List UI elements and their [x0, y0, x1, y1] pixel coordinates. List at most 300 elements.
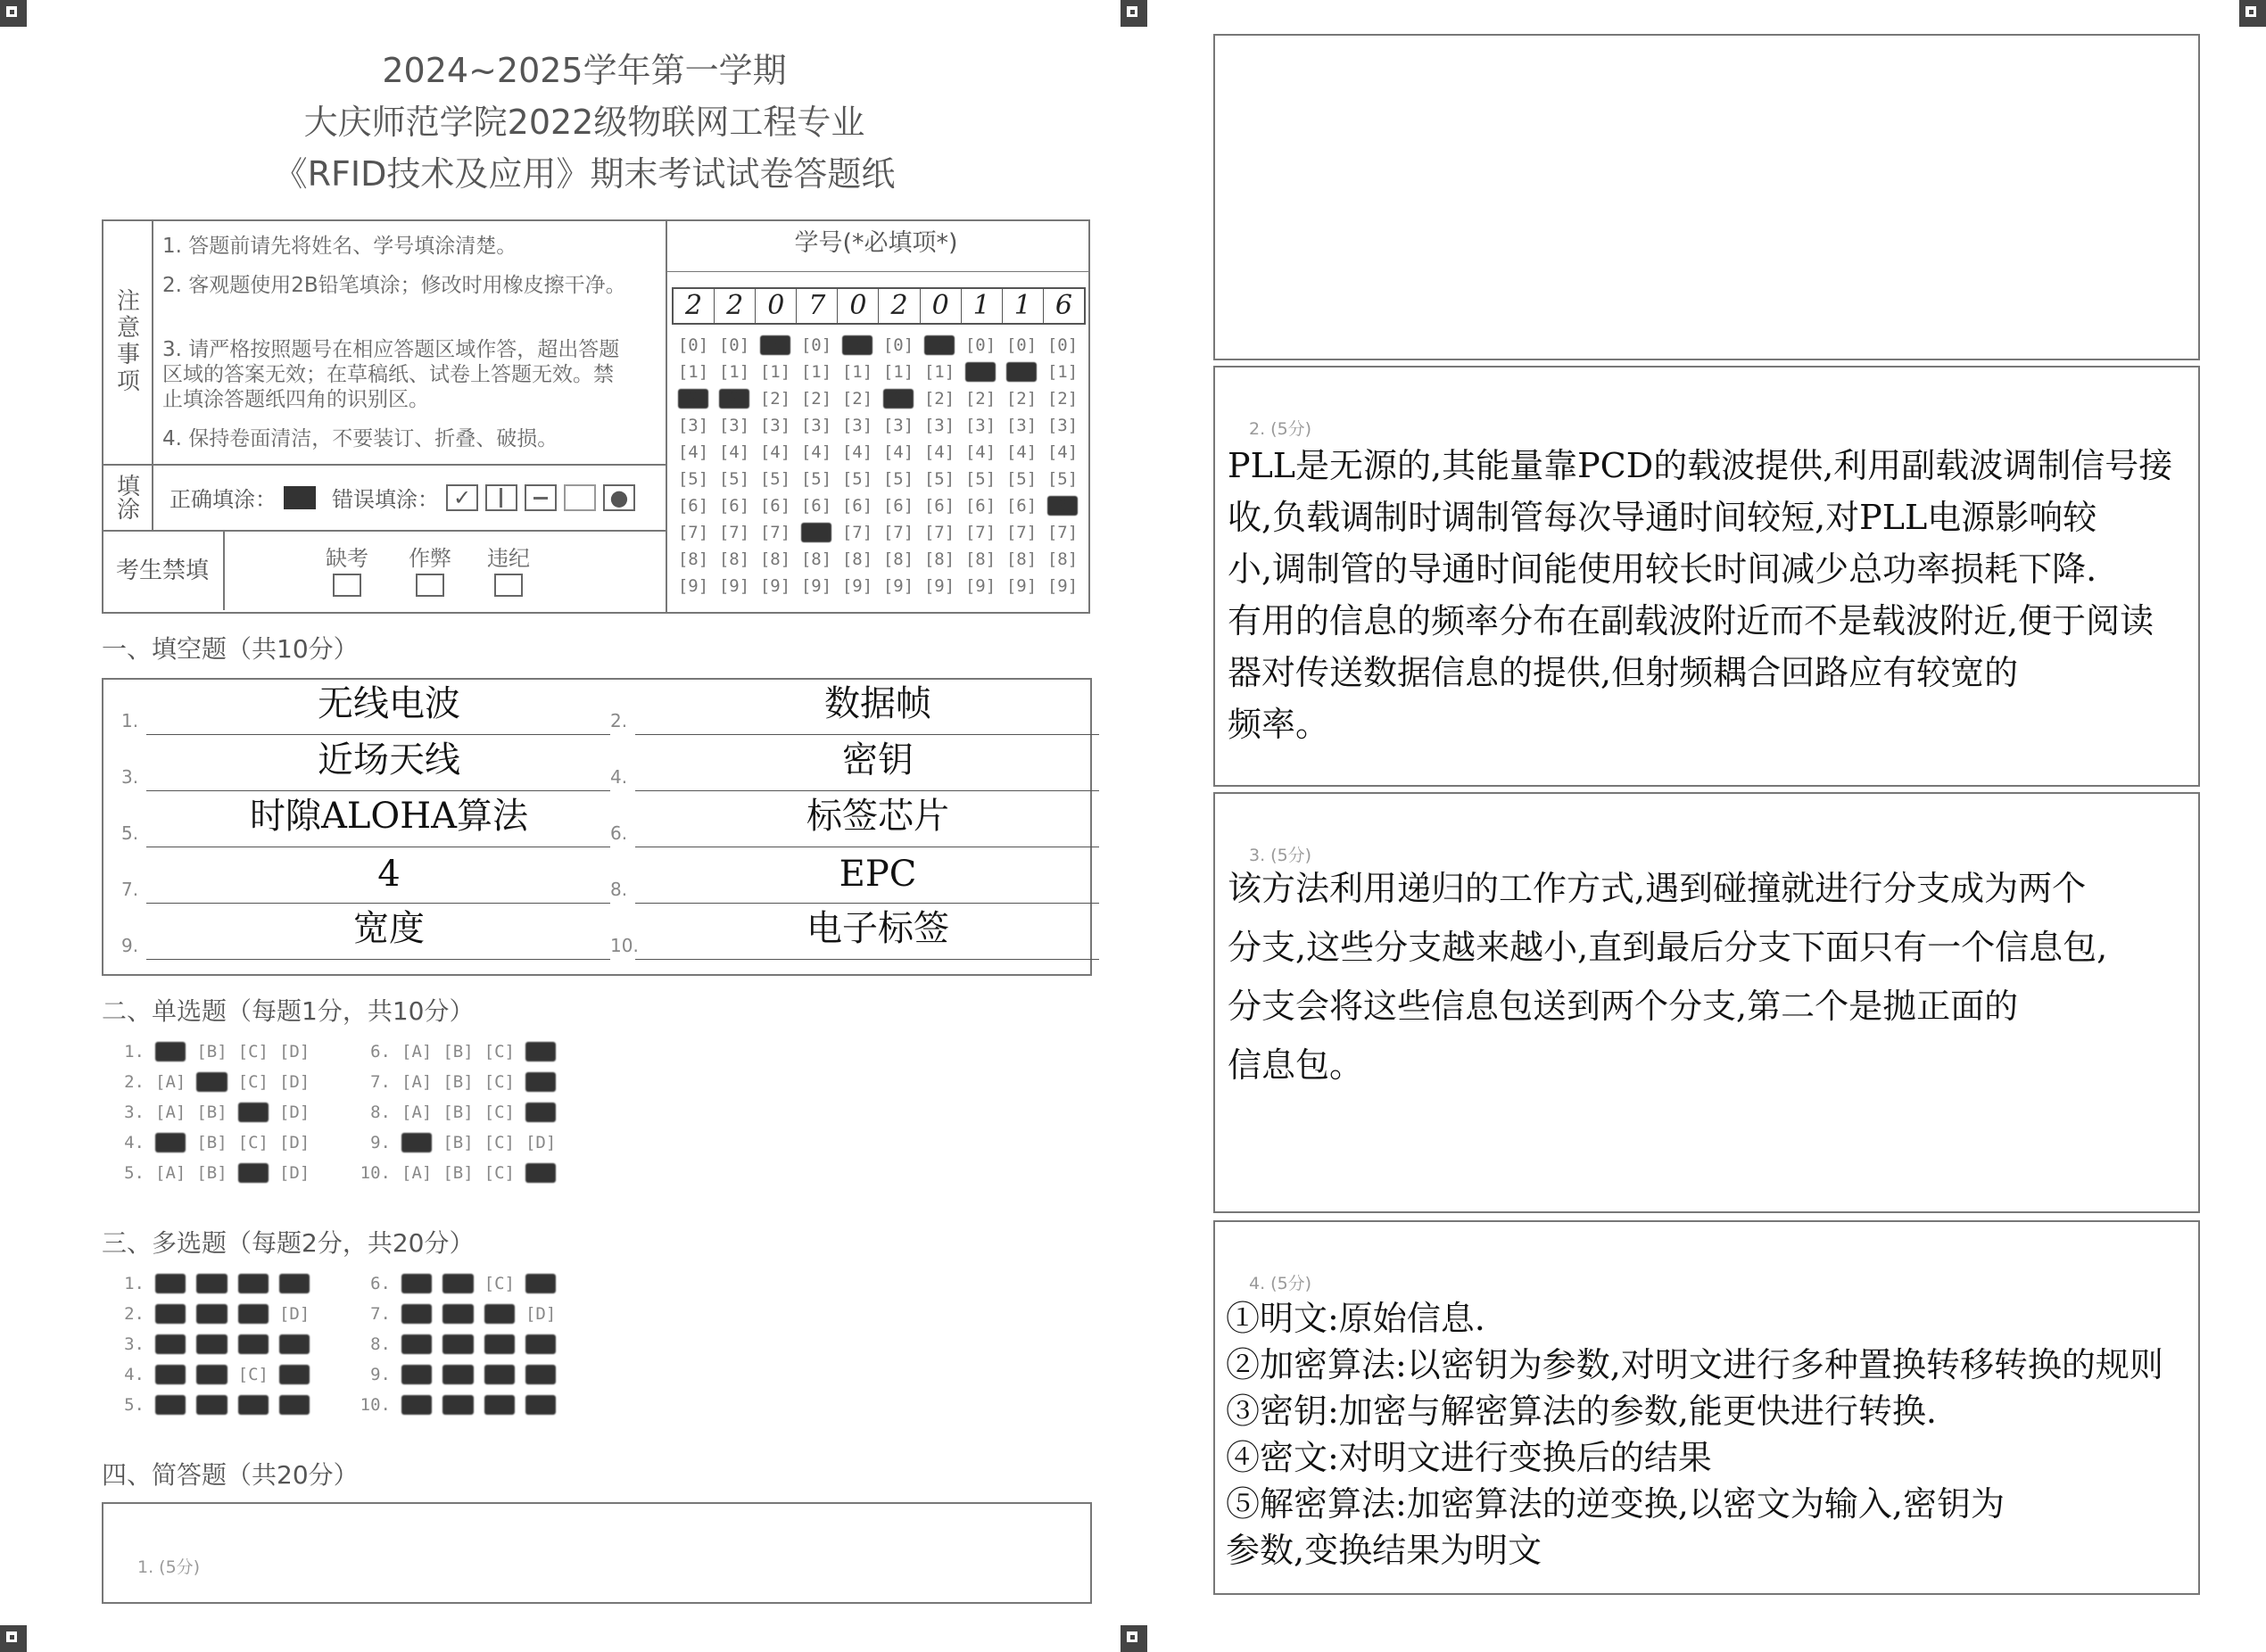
id-bubble[interactable]: [7] — [800, 523, 832, 542]
choice-option-d[interactable]: [D] — [525, 1334, 557, 1354]
fill-in-item — [121, 854, 621, 904]
single-choice-question[interactable] — [359, 1103, 566, 1122]
id-bubble[interactable]: [3] — [759, 416, 791, 435]
choice-option-a[interactable]: [A] — [155, 1334, 186, 1354]
single-choice-question[interactable] — [359, 1042, 566, 1061]
id-bubble[interactable]: [3] — [841, 416, 873, 435]
bubble-row — [673, 359, 1083, 385]
id-bubble[interactable]: [4] — [923, 442, 955, 462]
short-answer-1-label: 1. (5分) — [137, 1557, 201, 1577]
multi-choice-question[interactable] — [359, 1334, 566, 1354]
id-bubble[interactable]: [5] — [718, 469, 750, 489]
choice-option-d[interactable]: [D] — [278, 1133, 310, 1152]
short-answer-4-line: ⑤解密算法:加密算法的逆变换,以密文为输入,密钥为 — [1226, 1484, 2005, 1524]
notice-item-3: 3. 请严格按照题号在相应答题区域作答，超出答题区域的答案无效；在草稿纸、试卷上答题无效。禁止填涂答题纸四角的识别区。 — [162, 338, 620, 411]
choice-option-b[interactable]: [B] — [196, 1163, 227, 1183]
id-bubble[interactable]: [5] — [964, 469, 997, 489]
id-bubble[interactable]: [7] — [841, 523, 873, 542]
short-answer-4-line: ④密文:对明文进行变换后的结果 — [1226, 1438, 1712, 1477]
choice-option-a[interactable]: [A] — [155, 1395, 186, 1415]
fill-in-number: 4. — [610, 766, 628, 788]
choice-option-a[interactable]: [A] — [155, 1304, 186, 1324]
id-bubble[interactable]: [0] — [841, 335, 873, 355]
choice-number: 5. — [124, 1395, 145, 1415]
id-bubble[interactable]: [9] — [677, 576, 709, 596]
id-bubble[interactable]: [2] — [964, 389, 997, 409]
choice-option-b[interactable]: [B] — [442, 1072, 474, 1092]
fill-in-item — [121, 741, 621, 791]
fill-in-item — [121, 910, 621, 960]
short-answer-4-line: ②加密算法:以密钥为参数,对明文进行多种置换转移转换的规则 — [1226, 1345, 2163, 1384]
choice-option-c[interactable]: [C] — [484, 1304, 515, 1324]
fill-in-item — [610, 910, 1110, 960]
fill-in-number: 9. — [121, 935, 139, 956]
id-bubble[interactable]: [4] — [718, 442, 750, 462]
single-choice-question[interactable] — [359, 1163, 566, 1183]
choice-option-a[interactable]: [A] — [401, 1395, 433, 1415]
fill-in-item — [121, 685, 621, 735]
id-bubble[interactable]: [3] — [1005, 416, 1038, 435]
choice-option-b[interactable]: [B] — [442, 1395, 474, 1415]
wrong-fill-check: ✓ — [446, 484, 478, 511]
short-answer-4-line: 参数,变换结果为明文 — [1226, 1531, 1542, 1570]
choice-option-b[interactable]: [B] — [442, 1042, 474, 1061]
violation-option[interactable] — [487, 541, 530, 597]
choice-option-d[interactable]: [D] — [278, 1042, 310, 1061]
choice-option-b[interactable]: [B] — [196, 1072, 227, 1092]
single-choice-question[interactable] — [112, 1103, 320, 1122]
id-bubble[interactable]: [6] — [841, 496, 873, 516]
id-bubble[interactable]: [2] — [718, 389, 750, 409]
id-bubble[interactable]: [5] — [759, 469, 791, 489]
choice-option-c[interactable]: [C] — [237, 1133, 269, 1152]
choice-option-b[interactable]: [B] — [196, 1274, 227, 1293]
choice-option-b[interactable]: [B] — [196, 1304, 227, 1324]
id-digit: 2 — [674, 289, 715, 323]
id-bubble[interactable]: [9] — [964, 576, 997, 596]
short-answer-2-line: 小,调制管的导通时间能使用较长时间减少总功率损耗下降. — [1228, 549, 2097, 589]
single-choice-question[interactable] — [112, 1163, 320, 1183]
id-bubble[interactable]: [8] — [841, 549, 873, 569]
choice-option-c[interactable]: [C] — [237, 1365, 269, 1384]
choice-option-d[interactable]: [D] — [525, 1103, 557, 1122]
id-bubble[interactable]: [6] — [1005, 496, 1038, 516]
id-digit: 2 — [879, 289, 920, 323]
id-bubble[interactable]: [2] — [1005, 389, 1038, 409]
fill-in-number: 5. — [121, 822, 139, 844]
id-bubble[interactable]: [1] — [718, 362, 750, 382]
fill-in-answer: 数据帧 — [824, 683, 931, 724]
choice-option-c[interactable]: [C] — [484, 1072, 515, 1092]
fill-in-item — [610, 797, 1110, 847]
id-bubble[interactable]: [5] — [882, 469, 914, 489]
fill-in-answer: 4 — [377, 854, 401, 895]
id-bubble[interactable]: [2] — [677, 389, 709, 409]
id-digit: 7 — [797, 289, 838, 323]
choice-option-c[interactable]: [C] — [484, 1365, 515, 1384]
id-bubble[interactable]: [7] — [964, 523, 997, 542]
id-bubble[interactable]: [3] — [1046, 416, 1079, 435]
multi-choice-question[interactable] — [359, 1365, 566, 1384]
id-bubble[interactable]: [8] — [759, 549, 791, 569]
exam-course-title: 《RFID技术及应用》期末考试试卷答题纸 — [273, 154, 896, 194]
choice-option-c[interactable]: [C] — [484, 1042, 515, 1061]
id-bubble[interactable]: [6] — [677, 496, 709, 516]
wrong-fill-empty — [564, 484, 596, 511]
choice-option-a[interactable]: [A] — [155, 1163, 186, 1183]
choice-option-c[interactable]: [C] — [484, 1395, 515, 1415]
choice-number: 6. — [370, 1042, 391, 1061]
choice-option-c[interactable]: [C] — [237, 1103, 269, 1122]
choice-option-d[interactable]: [D] — [278, 1334, 310, 1354]
bubble-row — [673, 412, 1083, 439]
section-multi-title: 三、多选题（每题2分，共20分） — [102, 1228, 475, 1258]
choice-option-c[interactable]: [C] — [237, 1072, 269, 1092]
corner-mark-bottom-left — [0, 1625, 27, 1652]
choice-option-c[interactable]: [C] — [237, 1274, 269, 1293]
fill-in-item — [610, 685, 1110, 735]
multi-choice-question[interactable] — [112, 1334, 320, 1354]
id-bubble[interactable]: [8] — [718, 549, 750, 569]
fill-in-answer: 电子标签 — [806, 908, 949, 949]
choice-option-d[interactable]: [D] — [278, 1304, 310, 1324]
id-bubble[interactable]: [7] — [1046, 523, 1079, 542]
id-bubble[interactable]: [5] — [677, 469, 709, 489]
fill-in-number: 1. — [121, 710, 139, 731]
choice-option-a[interactable]: [A] — [401, 1365, 433, 1384]
id-digit: 0 — [756, 289, 797, 323]
id-bubble[interactable]: [3] — [923, 416, 955, 435]
wrong-fill-label: 错误填涂： — [332, 487, 439, 512]
fill-in-number: 2. — [610, 710, 628, 731]
id-bubble[interactable]: [9] — [1005, 576, 1038, 596]
id-bubble[interactable]: [2] — [923, 389, 955, 409]
choice-option-a[interactable]: [A] — [155, 1072, 186, 1092]
id-bubble[interactable]: [3] — [882, 416, 914, 435]
fill-in-item — [121, 797, 621, 847]
id-bubble[interactable]: [6] — [759, 496, 791, 516]
choice-option-d[interactable]: [D] — [525, 1365, 557, 1384]
fill-in-item — [610, 854, 1110, 904]
short-answer-1-box — [102, 1502, 1092, 1604]
id-bubble[interactable]: [9] — [718, 576, 750, 596]
choice-option-b[interactable]: [B] — [196, 1042, 227, 1061]
choice-option-a[interactable]: [A] — [401, 1304, 433, 1324]
id-bubble[interactable]: [8] — [677, 549, 709, 569]
single-choice-question[interactable] — [112, 1133, 320, 1152]
id-bubble[interactable]: [7] — [882, 523, 914, 542]
choice-option-d[interactable]: [D] — [525, 1163, 557, 1183]
choice-option-c[interactable]: [C] — [237, 1395, 269, 1415]
choice-option-d[interactable]: [D] — [278, 1163, 310, 1183]
choice-option-a[interactable]: [A] — [155, 1133, 186, 1152]
id-bubble[interactable]: [5] — [1005, 469, 1038, 489]
id-bubble[interactable]: [9] — [882, 576, 914, 596]
choice-option-a[interactable]: [A] — [401, 1072, 433, 1092]
id-bubble[interactable]: [0] — [677, 335, 709, 355]
choice-option-d[interactable]: [D] — [525, 1133, 557, 1152]
id-bubble[interactable]: [8] — [1005, 549, 1038, 569]
id-bubble[interactable]: [5] — [1046, 469, 1079, 489]
id-bubble[interactable]: [7] — [718, 523, 750, 542]
fill-example-label: 填涂 — [102, 464, 153, 530]
id-bubble[interactable]: [3] — [964, 416, 997, 435]
id-bubble[interactable]: [7] — [759, 523, 791, 542]
id-bubble[interactable]: [6] — [882, 496, 914, 516]
id-bubble[interactable]: [6] — [923, 496, 955, 516]
id-bubble[interactable]: [7] — [923, 523, 955, 542]
id-bubble[interactable]: [4] — [677, 442, 709, 462]
absent-label: 缺考 — [326, 546, 368, 571]
id-bubble[interactable]: [9] — [1046, 576, 1079, 596]
short-answer-3-line: 分支,这些分支越来越小,直到最后分支下面只有一个信息包, — [1228, 928, 2108, 967]
choice-option-a[interactable]: [A] — [155, 1103, 186, 1122]
choice-number: 3. — [124, 1334, 145, 1354]
choice-option-c[interactable]: [C] — [484, 1334, 515, 1354]
choice-option-d[interactable]: [D] — [525, 1042, 557, 1061]
id-digit: 0 — [921, 289, 962, 323]
id-bubble[interactable]: [8] — [964, 549, 997, 569]
choice-option-d[interactable]: [D] — [525, 1395, 557, 1415]
cheat-option[interactable] — [409, 541, 451, 597]
id-bubble[interactable]: [5] — [923, 469, 955, 489]
short-answer-2-line: PLL是无源的,其能量靠PCD的载波提供,利用副载波调制信号接 — [1228, 446, 2173, 485]
id-bubble[interactable]: [1] — [1046, 362, 1079, 382]
id-bubble[interactable]: [1] — [964, 362, 997, 382]
id-bubble[interactable]: [4] — [882, 442, 914, 462]
id-bubble[interactable]: [5] — [800, 469, 832, 489]
id-bubble[interactable]: [0] — [759, 335, 791, 355]
exam-class-title: 大庆师范学院2022级物联网工程专业 — [303, 103, 865, 142]
id-bubble[interactable]: [9] — [759, 576, 791, 596]
choice-number: 1. — [124, 1274, 145, 1293]
id-bubble[interactable]: [2] — [841, 389, 873, 409]
choice-number: 7. — [370, 1304, 391, 1324]
bubble-row — [673, 466, 1083, 492]
id-digit: 1 — [1003, 289, 1044, 323]
choice-option-b[interactable]: [B] — [196, 1133, 227, 1152]
absent-checkbox[interactable] — [333, 574, 361, 597]
id-bubble[interactable]: [2] — [759, 389, 791, 409]
choice-option-c[interactable]: [C] — [484, 1163, 515, 1183]
id-bubble[interactable]: [0] — [1005, 335, 1038, 355]
id-bubble[interactable]: [0] — [923, 335, 955, 355]
choice-option-d[interactable]: [D] — [278, 1365, 310, 1384]
id-bubble[interactable]: [6] — [718, 496, 750, 516]
choice-option-b[interactable]: [B] — [196, 1103, 227, 1122]
short-answer-2-line: 有用的信息的频率分布在副载波附近而不是载波附近,便于阅读 — [1228, 601, 2154, 640]
id-bubble[interactable]: [9] — [841, 576, 873, 596]
id-bubble[interactable]: [2] — [800, 389, 832, 409]
id-bubble[interactable]: [1] — [677, 362, 709, 382]
id-bubble[interactable]: [0] — [718, 335, 750, 355]
id-bubble[interactable]: [3] — [800, 416, 832, 435]
single-choice-question[interactable] — [359, 1133, 566, 1152]
choice-option-c[interactable]: [C] — [237, 1334, 269, 1354]
choice-option-b[interactable]: [B] — [442, 1365, 474, 1384]
single-choice-question[interactable] — [112, 1072, 320, 1092]
choice-number: 3. — [124, 1103, 145, 1122]
bubble-row — [673, 332, 1083, 359]
choice-option-c[interactable]: [C] — [484, 1274, 515, 1293]
id-bubble[interactable]: [8] — [800, 549, 832, 569]
short-answer-4-line: ③密钥:加密与解密算法的参数,能更快进行转换. — [1226, 1392, 1937, 1431]
multi-choice-question[interactable] — [359, 1274, 566, 1293]
id-bubble[interactable]: [8] — [1046, 549, 1079, 569]
corner-mark-top-right — [2239, 0, 2266, 27]
choice-option-d[interactable]: [D] — [278, 1072, 310, 1092]
choice-option-a[interactable]: [A] — [155, 1365, 186, 1384]
id-bubble[interactable]: [7] — [677, 523, 709, 542]
choice-option-a[interactable]: [A] — [155, 1274, 186, 1293]
choice-option-d[interactable]: [D] — [525, 1304, 557, 1324]
single-choice-question[interactable] — [359, 1072, 566, 1092]
cheat-checkbox[interactable] — [416, 574, 444, 597]
multi-choice-question[interactable] — [112, 1395, 320, 1415]
id-bubble[interactable]: [4] — [964, 442, 997, 462]
fill-in-answer: 近场天线 — [318, 739, 460, 781]
id-bubble[interactable]: [1] — [923, 362, 955, 382]
fill-in-answer: 宽度 — [353, 908, 425, 949]
notice-item-1: 1. 答题前请先将姓名、学号填涂清楚。 — [162, 235, 517, 258]
choice-option-b[interactable]: [B] — [442, 1133, 474, 1152]
id-bubble[interactable]: [2] — [882, 389, 914, 409]
choice-number: 8. — [370, 1103, 391, 1122]
id-bubble[interactable]: [3] — [718, 416, 750, 435]
id-bubble[interactable]: [1] — [882, 362, 914, 382]
choice-option-a[interactable]: [A] — [401, 1103, 433, 1122]
id-bubble[interactable]: [4] — [841, 442, 873, 462]
id-bubble[interactable]: [1] — [800, 362, 832, 382]
correct-fill-label: 正确填涂： — [170, 487, 277, 512]
short-answer-4-label: 4. (5分) — [1249, 1274, 1312, 1293]
choice-option-a[interactable]: [A] — [401, 1274, 433, 1293]
choice-option-c[interactable]: [C] — [237, 1163, 269, 1183]
short-answer-2-line: 收,负载调制时调制管每次导通时间较短,对PLL电源影响较 — [1228, 498, 2097, 537]
choice-option-a[interactable]: [A] — [401, 1334, 433, 1354]
choice-option-d[interactable]: [D] — [525, 1274, 557, 1293]
fill-in-number: 7. — [121, 879, 139, 900]
multi-choice-question[interactable] — [359, 1304, 566, 1324]
id-bubble[interactable]: [7] — [1005, 523, 1038, 542]
id-bubble[interactable]: [0] — [964, 335, 997, 355]
bubble-row — [673, 519, 1083, 546]
corner-mark-bottom-middle — [1121, 1625, 1147, 1652]
choice-number: 2. — [124, 1072, 145, 1092]
id-bubble[interactable]: [9] — [800, 576, 832, 596]
choice-option-d[interactable]: [D] — [278, 1395, 310, 1415]
short-answer-1-continued-box — [1213, 34, 2200, 360]
id-digit: 1 — [962, 289, 1003, 323]
id-digit: 2 — [715, 289, 756, 323]
id-bubble[interactable]: [1] — [841, 362, 873, 382]
short-answer-3-label: 3. (5分) — [1249, 846, 1312, 865]
multi-choice-question[interactable] — [112, 1274, 320, 1293]
short-answer-2-line: 器对传送数据信息的提供,但射频耦合回路应有较宽的 — [1228, 653, 2019, 692]
choice-option-d[interactable]: [D] — [278, 1103, 310, 1122]
choice-number: 9. — [370, 1133, 391, 1152]
violation-checkbox[interactable] — [494, 574, 523, 597]
choice-option-a[interactable]: [A] — [155, 1042, 186, 1061]
choice-option-a[interactable]: [A] — [401, 1042, 433, 1061]
id-bubble[interactable]: [1] — [1005, 362, 1038, 382]
fill-example-row — [170, 482, 635, 513]
id-bubble[interactable]: [4] — [1046, 442, 1079, 462]
id-bubble[interactable]: [2] — [1046, 389, 1079, 409]
single-choice-question[interactable] — [112, 1042, 320, 1061]
choice-option-b[interactable]: [B] — [442, 1334, 474, 1354]
fill-in-number: 10. — [610, 935, 639, 956]
id-bubble[interactable]: [0] — [882, 335, 914, 355]
choice-number: 6. — [370, 1274, 391, 1293]
choice-option-a[interactable]: [A] — [401, 1163, 433, 1183]
choice-number: 4. — [124, 1365, 145, 1384]
choice-option-d[interactable]: [D] — [278, 1274, 310, 1293]
choice-number: 10. — [360, 1395, 391, 1415]
corner-mark-top-left — [0, 0, 27, 27]
id-bubble[interactable]: [0] — [800, 335, 832, 355]
notice-item-4: 4. 保持卷面清洁，不要装订、折叠、破损。 — [162, 427, 558, 450]
id-bubble[interactable]: [4] — [759, 442, 791, 462]
choice-option-c[interactable]: [C] — [484, 1133, 515, 1152]
corner-mark-top-middle — [1121, 0, 1147, 27]
id-bubble[interactable]: [6] — [964, 496, 997, 516]
choice-option-b[interactable]: [B] — [442, 1163, 474, 1183]
short-answer-2-label: 2. (5分) — [1249, 419, 1312, 439]
bubble-row — [673, 492, 1083, 519]
id-bubble[interactable]: [6] — [1046, 496, 1079, 516]
bubble-row — [673, 573, 1083, 599]
choice-option-b[interactable]: [B] — [442, 1103, 474, 1122]
student-id-bubble-grid[interactable] — [673, 332, 1083, 599]
correct-fill-sample — [284, 486, 316, 509]
choice-option-b[interactable]: [B] — [442, 1304, 474, 1324]
choice-option-c[interactable]: [C] — [237, 1304, 269, 1324]
choice-option-b[interactable]: [B] — [196, 1365, 227, 1384]
choice-number: 7. — [370, 1072, 391, 1092]
multi-choice-question[interactable] — [112, 1304, 320, 1324]
absent-option[interactable] — [326, 541, 368, 597]
id-bubble[interactable]: [6] — [800, 496, 832, 516]
choice-option-b[interactable]: [B] — [196, 1334, 227, 1354]
choice-number: 1. — [124, 1042, 145, 1061]
choice-number: 4. — [124, 1133, 145, 1152]
id-bubble[interactable]: [8] — [882, 549, 914, 569]
id-bubble[interactable]: [8] — [923, 549, 955, 569]
id-bubble[interactable]: [5] — [841, 469, 873, 489]
choice-number: 9. — [370, 1365, 391, 1384]
multi-choice-question[interactable] — [112, 1365, 320, 1384]
choice-option-d[interactable]: [D] — [525, 1072, 557, 1092]
choice-option-c[interactable]: [C] — [237, 1042, 269, 1061]
id-bubble[interactable]: [4] — [800, 442, 832, 462]
id-bubble[interactable]: [1] — [759, 362, 791, 382]
notice-label: 注意事项 — [102, 219, 153, 464]
bubble-row — [673, 546, 1083, 573]
student-id-title: 学号(*必填项*) — [794, 229, 958, 257]
choice-option-b[interactable]: [B] — [196, 1395, 227, 1415]
id-bubble[interactable]: [3] — [677, 416, 709, 435]
choice-option-b[interactable]: [B] — [442, 1274, 474, 1293]
multi-choice-question[interactable] — [359, 1395, 566, 1415]
fill-in-answer: 无线电波 — [318, 683, 460, 724]
id-bubble[interactable]: [9] — [923, 576, 955, 596]
id-bubble[interactable]: [4] — [1005, 442, 1038, 462]
id-bubble[interactable]: [0] — [1046, 335, 1079, 355]
exam-term-title: 2024~2025学年第一学期 — [382, 51, 787, 90]
choice-option-a[interactable]: [A] — [401, 1133, 433, 1152]
choice-option-c[interactable]: [C] — [484, 1103, 515, 1122]
